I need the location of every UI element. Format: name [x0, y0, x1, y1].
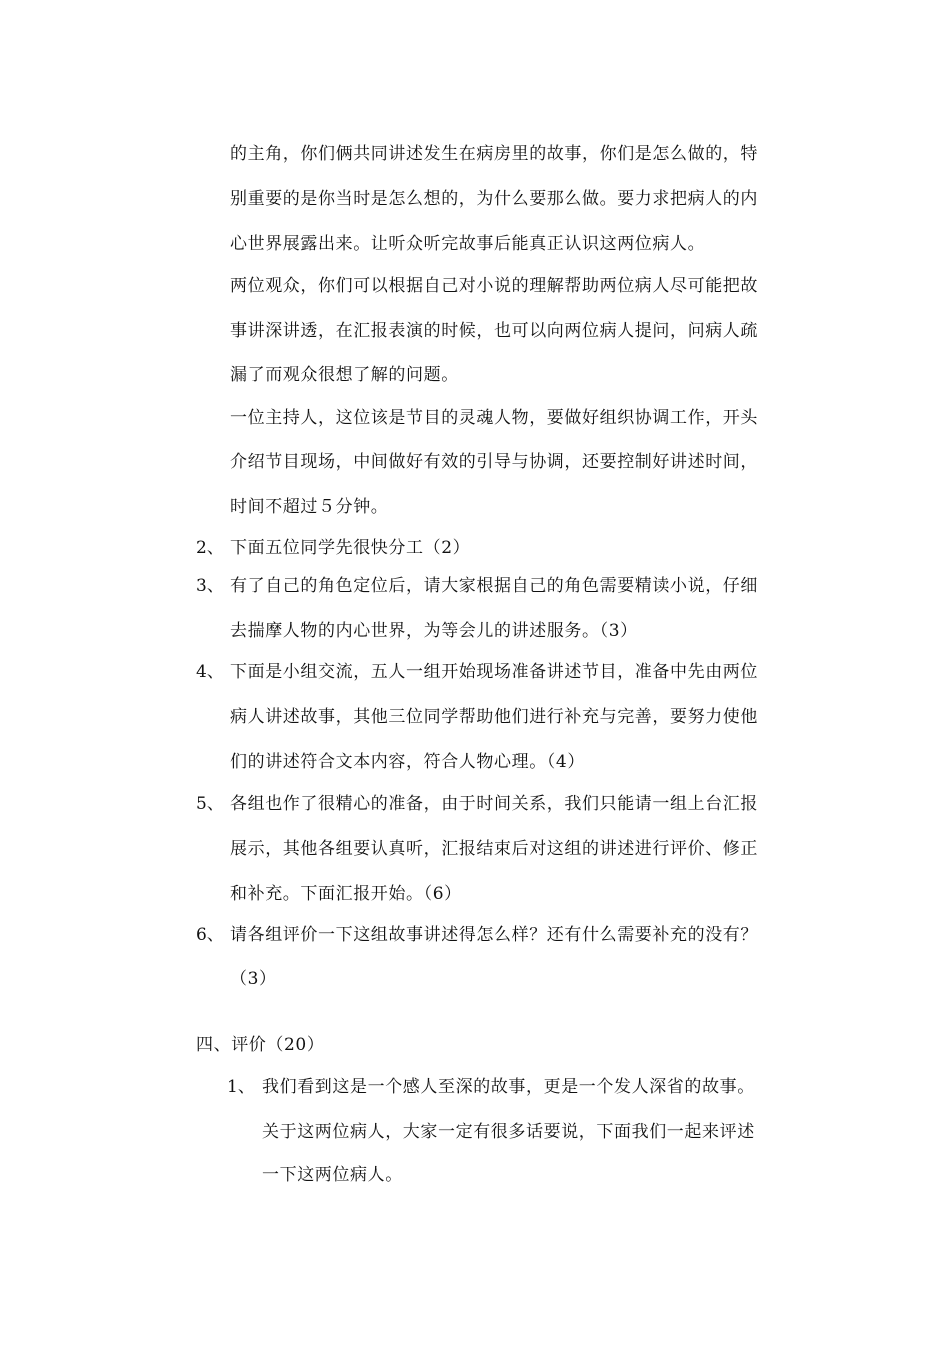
step-line: 有了自己的角色定位后，请大家根据自己的角色需要精读小说，仔细: [230, 576, 758, 596]
step-number: 2、: [196, 538, 224, 558]
step-line: 下面五位同学先很快分工（2）: [230, 538, 471, 558]
item-line: 关于这两位病人，大家一定有很多话要说，下面我们一起来评述: [262, 1122, 755, 1142]
step-line: 去揣摩人物的内心世界，为等会儿的讲述服务。（3）: [230, 621, 638, 641]
item-line: 我们看到这是一个感人至深的故事，更是一个发人深省的故事。: [262, 1077, 755, 1097]
step-line: 和补充。下面汇报开始。（6）: [230, 884, 462, 904]
paragraph-line: 事讲深讲透，在汇报表演的时候，也可以向两位病人提问，问病人疏: [230, 321, 758, 341]
item-line: 一下这两位病人。: [262, 1165, 403, 1185]
step-line: 展示，其他各组要认真听，汇报结束后对这组的讲述进行评价、修正: [230, 839, 758, 859]
paragraph-line: 两位观众，你们可以根据自己对小说的理解帮助两位病人尽可能把故: [230, 276, 758, 296]
paragraph-line: 别重要的是你当时是怎么想的，为什么要那么做。要力求把病人的内: [230, 189, 758, 209]
step-number: 6、: [196, 925, 224, 945]
paragraph-line: 时间不超过５分钟。: [230, 497, 389, 517]
step-line: （3）: [230, 969, 277, 989]
paragraph-line: 的主角，你们俩共同讲述发生在病房里的故事，你们是怎么做的，特: [230, 144, 758, 164]
step-number: 3、: [196, 576, 224, 596]
item-number: 1、: [227, 1077, 255, 1097]
step-number: 4、: [196, 662, 224, 682]
step-line: 们的讲述符合文本内容，符合人物心理。（4）: [230, 752, 585, 772]
paragraph-line: 漏了而观众很想了解的问题。: [230, 365, 459, 385]
step-line: 病人讲述故事，其他三位同学帮助他们进行补充与完善，要努力使他: [230, 707, 758, 727]
section-heading: 四、评价（20）: [196, 1035, 325, 1055]
paragraph-line: 介绍节目现场，中间做好有效的引导与协调，还要控制好讲述时间，: [230, 452, 758, 472]
step-number: 5、: [196, 794, 224, 814]
step-line: 下面是小组交流，五人一组开始现场准备讲述节目，准备中先由两位: [230, 662, 758, 682]
step-line: 各组也作了很精心的准备，由于时间关系，我们只能请一组上台汇报: [230, 794, 758, 814]
paragraph-line: 心世界展露出来。让听众听完故事后能真正认识这两位病人。: [230, 234, 706, 254]
step-line: 请各组评价一下这组故事讲述得怎么样？还有什么需要补充的没有？: [230, 925, 758, 945]
paragraph-line: 一位主持人，这位该是节目的灵魂人物，要做好组织协调工作，开头: [230, 408, 758, 428]
